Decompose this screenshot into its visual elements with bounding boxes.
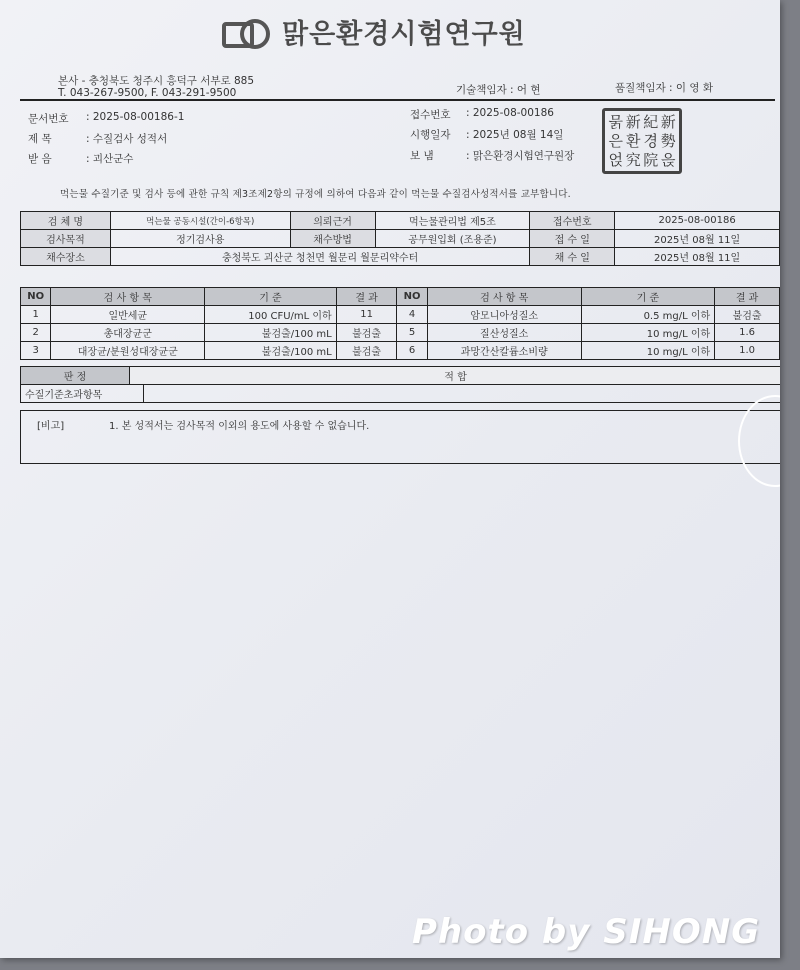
exceed-items-label: 수질기준초과항목 <box>21 385 144 402</box>
sample-info-row <box>21 212 780 230</box>
issue-date-label: 시행일자 <box>410 129 451 141</box>
recipient-label: 받 음 <box>28 153 52 165</box>
sender: : 맑은환경시험연구원장 <box>466 150 575 162</box>
org-name: 맑은환경시험연구원 <box>282 19 526 50</box>
test-standard: 불검출/100 mL <box>205 324 337 342</box>
test-no: 4 <box>397 306 427 324</box>
sample-info-row <box>21 230 780 248</box>
sender-label: 보 냄 <box>410 150 434 162</box>
test-results-header <box>21 288 780 306</box>
remark-text: 1. 본 성적서는 검사목적 이외의 용도에 사용할 수 없습니다. <box>109 421 370 432</box>
col-standard-2: 기 준 <box>581 288 715 306</box>
intro-statement: 먹는물 수질기준 및 검사 등에 관한 규칙 제3조제2항의 규정에 의하여 다음과 같이 먹는물 수질검사성적서를 교부합니다. <box>60 189 571 200</box>
col-item-2: 검 사 항 목 <box>427 288 581 306</box>
col-result-2: 결 과 <box>715 288 780 306</box>
org-logo <box>220 12 526 51</box>
test-standard: 100 CFU/mL 이하 <box>205 306 337 324</box>
col-standard: 기 준 <box>205 288 337 306</box>
judgment-label: 판 정 <box>21 367 130 384</box>
test-item: 일반세균 <box>51 306 205 324</box>
test-result: 불검출 <box>336 324 397 342</box>
test-no: 3 <box>21 342 51 360</box>
request-basis: 먹는물관리법 제5조 <box>375 212 530 230</box>
test-no: 6 <box>397 342 427 360</box>
issue-date: : 2025년 08월 14일 <box>466 129 564 141</box>
test-item: 질산성질소 <box>427 324 581 342</box>
sampling-place: 충청북도 괴산군 청천면 월문리 월문리약수터 <box>110 248 529 266</box>
col-result: 결 과 <box>336 288 397 306</box>
test-standard: 10 mg/L 이하 <box>581 324 715 342</box>
test-result: 불검출 <box>715 306 780 324</box>
test-no: 5 <box>397 324 427 342</box>
remark-label: [비고] <box>37 421 65 432</box>
test-no: 1 <box>21 306 51 324</box>
receipt-no-label-2: 접수번호 <box>530 212 615 230</box>
judgment-result: 적 합 <box>130 367 780 384</box>
sampling-method: 공무원입회 (조용준) <box>375 230 530 248</box>
test-standard: 10 mg/L 이하 <box>581 342 715 360</box>
table-row <box>21 306 780 324</box>
purpose: 정기검사용 <box>110 230 290 248</box>
col-no-2: NO <box>397 288 427 306</box>
test-results-table <box>20 287 780 360</box>
test-item: 과망간산칼륨소비량 <box>427 342 581 360</box>
table-row <box>21 342 780 360</box>
subject-label: 제 목 <box>28 133 52 145</box>
binder-clip-icon <box>738 395 780 487</box>
exceed-items-value <box>144 385 780 402</box>
test-item: 총대장균군 <box>51 324 205 342</box>
subject: : 수질검사 성적서 <box>86 133 168 145</box>
col-item: 검 사 항 목 <box>51 288 205 306</box>
test-item: 암모니아성질소 <box>427 306 581 324</box>
sample-info-table <box>20 211 780 266</box>
test-standard: 0.5 mg/L 이하 <box>581 306 715 324</box>
table-row <box>21 324 780 342</box>
receipt-no-label: 접수번호 <box>410 109 451 121</box>
receipt-no-2: 2025-08-00186 <box>615 212 780 230</box>
col-no: NO <box>21 288 51 306</box>
sample-name: 먹는물 공동시설(간이-6항목) <box>110 212 290 230</box>
quality-manager: 품질책임자 : 이 영 화 <box>615 82 714 94</box>
test-result: 1.0 <box>715 342 780 360</box>
test-no: 2 <box>21 324 51 342</box>
tech-manager: 기술책임자 : 어 현 <box>456 84 541 96</box>
address: 본사 - 충청북도 청주시 흥덕구 서부로 885 <box>58 75 255 87</box>
sampling-method-label: 채수방법 <box>290 230 375 248</box>
test-result: 1.6 <box>715 324 780 342</box>
remark-box <box>20 410 780 464</box>
test-result: 불검출 <box>336 342 397 360</box>
doc-no: : 2025-08-00186-1 <box>86 111 185 123</box>
receipt-no: : 2025-08-00186 <box>466 107 554 119</box>
request-basis-label: 의뢰근거 <box>290 212 375 230</box>
test-result: 11 <box>336 306 397 324</box>
test-item: 대장균/분원성대장균군 <box>51 342 205 360</box>
header-divider <box>20 99 775 101</box>
test-standard: 불검출/100 mL <box>205 342 337 360</box>
judgment-section <box>20 366 780 403</box>
photo-watermark: Photo by SIHONG <box>412 912 761 952</box>
receipt-date: 2025년 08월 11일 <box>615 230 780 248</box>
sample-name-label: 검 체 명 <box>21 212 111 230</box>
sample-info-row <box>21 248 780 266</box>
phone-fax: T. 043-267-9500, F. 043-291-9500 <box>58 87 237 99</box>
purpose-label: 검사목적 <box>21 230 111 248</box>
sampling-date: 2025년 08월 11일 <box>615 248 780 266</box>
official-seal-stamp: 묽 新 紀 新 은 환 경 勢 얹 究 院 읁 <box>602 108 682 174</box>
sampling-place-label: 채수장소 <box>21 248 111 266</box>
org-logo-mark-icon <box>220 17 270 47</box>
recipient: : 괴산군수 <box>86 153 134 165</box>
doc-no-label: 문서번호 <box>28 113 69 125</box>
sampling-date-label: 채 수 일 <box>530 248 615 266</box>
receipt-date-label: 접 수 일 <box>530 230 615 248</box>
